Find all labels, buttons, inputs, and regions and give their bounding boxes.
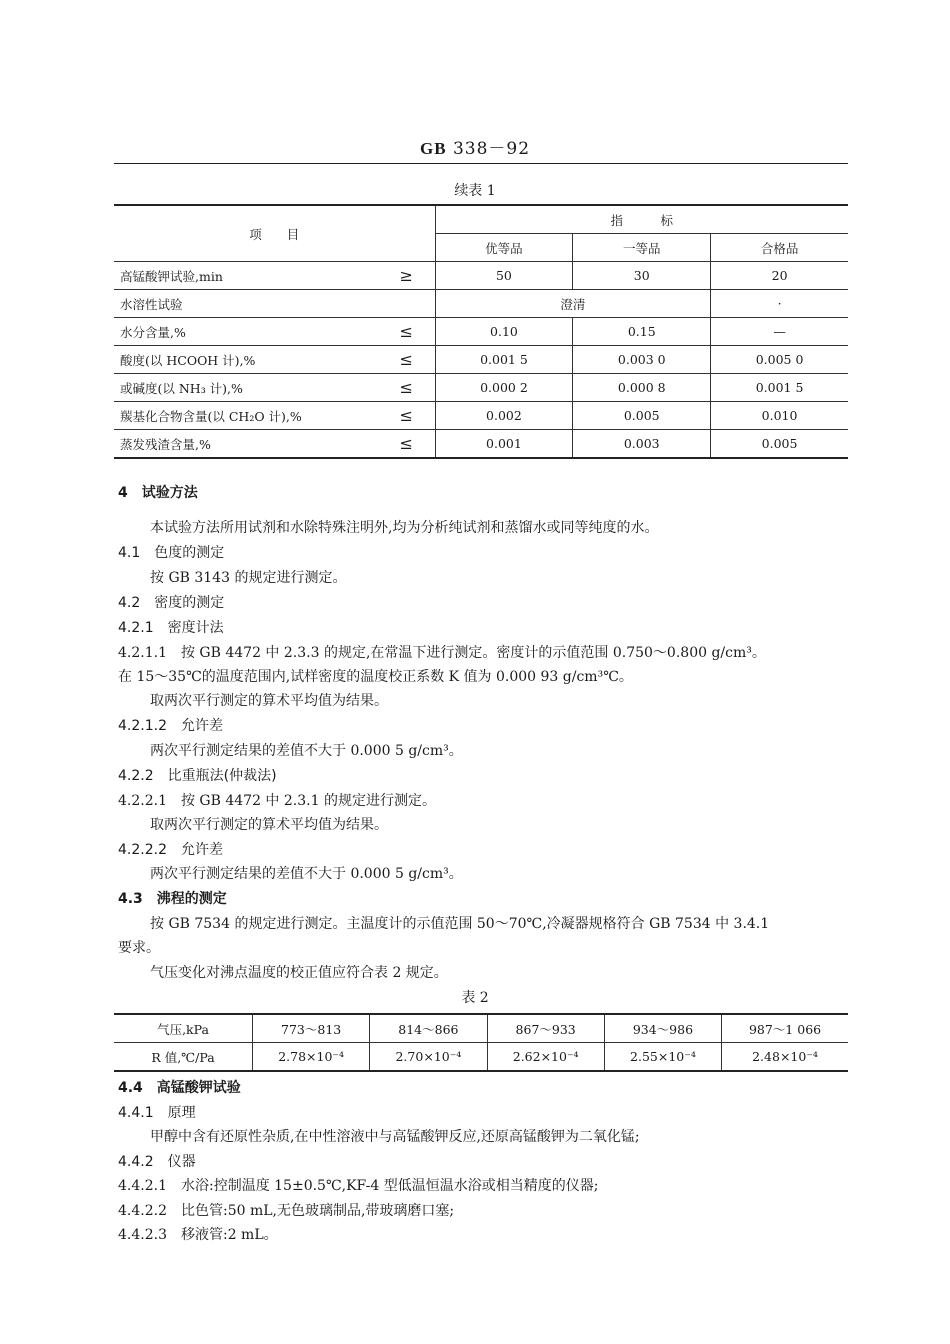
table-row	[114, 318, 848, 346]
section-4-4-2-heading: 4.4.2 仪器	[118, 1154, 196, 1170]
paragraph: 本试验方法所用试剂和水除特殊注明外,均为分析纯试剂和蒸馏水或同等纯度的水。	[150, 520, 659, 536]
paragraph: 4.4.2.3 移液管:2 mL。	[118, 1227, 278, 1243]
cell: 0.001	[435, 430, 573, 459]
cell: 2.62×10⁻⁴	[487, 1043, 604, 1072]
cell: 0.005	[573, 402, 711, 430]
cell: 0.005	[711, 430, 848, 459]
row-symbol	[393, 290, 435, 318]
table1-grade: 合格品	[711, 234, 848, 262]
table1-grade: 一等品	[573, 234, 711, 262]
cell: 20	[711, 262, 848, 290]
paragraph: 按 GB 3143 的规定进行测定。	[150, 570, 347, 586]
paragraph: 4.2.1.1 按 GB 4472 中 2.3.3 的规定,在常温下进行测定。密度计的示值范围 0.750～0.800 g/cm³。	[118, 645, 766, 661]
table1-index-header: 指 标	[435, 205, 848, 234]
row-item: 或碱度(以 NH₃ 计),%	[114, 374, 393, 402]
cell: 0.001 5	[711, 374, 848, 402]
row-symbol: ≤	[393, 318, 435, 346]
cell: 0.005 0	[711, 346, 848, 374]
header-rule	[114, 163, 848, 164]
cell: 0.010	[711, 402, 848, 430]
cell: ·	[711, 290, 848, 318]
cell: 2.48×10⁻⁴	[722, 1043, 848, 1072]
section-4-2-1-2-heading: 4.2.1.2 允许差	[118, 718, 223, 734]
cell: 0.001 5	[435, 346, 573, 374]
cell: 0.003 0	[573, 346, 711, 374]
cell: 0.15	[573, 318, 711, 346]
table-row	[114, 1014, 848, 1043]
paragraph: 4.2.2.1 按 GB 4472 中 2.3.1 的规定进行测定。	[118, 793, 436, 809]
cell: 0.000 2	[435, 374, 573, 402]
section-4-2-2-2-heading: 4.2.2.2 允许差	[118, 842, 223, 858]
cell: 2.78×10⁻⁴	[253, 1043, 370, 1072]
cell: 934～986	[604, 1014, 721, 1043]
table-row	[114, 430, 848, 459]
row-symbol: ≤	[393, 346, 435, 374]
cell: —	[711, 318, 848, 346]
cell: 0.000 8	[573, 374, 711, 402]
row-item: 水溶性试验	[114, 290, 393, 318]
row-item: 酸度(以 HCOOH 计),%	[114, 346, 393, 374]
table-row	[114, 290, 848, 318]
section-4-3-heading: 4.3 沸程的测定	[118, 891, 227, 907]
cell: 2.70×10⁻⁴	[370, 1043, 487, 1072]
paragraph: 两次平行测定结果的差值不大于 0.000 5 g/cm³。	[150, 866, 463, 882]
row-label: 气压,kPa	[114, 1014, 253, 1043]
table-row	[114, 262, 848, 290]
table2	[114, 1013, 848, 1072]
row-label: R 值,℃/Pa	[151, 1049, 215, 1065]
paragraph: 取两次平行测定的算术平均值为结果。	[150, 817, 388, 833]
cell: 0.10	[435, 318, 573, 346]
cell: 867～933	[487, 1014, 604, 1043]
cell: 987～1 066	[722, 1014, 848, 1043]
section-4-1-heading: 4.1 色度的测定	[118, 545, 225, 561]
section-4-4-1-heading: 4.4.1 原理	[118, 1105, 196, 1121]
row-item: 蒸发残渣含量,%	[120, 436, 211, 452]
table-row	[114, 374, 848, 402]
section-4-2-2-heading: 4.2.2 比重瓶法(仲裁法)	[118, 768, 277, 784]
row-item: 羰基化合物含量(以 CH₂O 计),%	[114, 402, 393, 430]
table-row	[114, 346, 848, 374]
table1	[114, 204, 848, 459]
paragraph: 在 15～35℃的温度范围内,试样密度的温度校正系数 K 值为 0.000 93 g/cm³℃。	[118, 669, 633, 685]
paragraph: 要求。	[118, 940, 160, 956]
table1-grade: 优等品	[435, 234, 573, 262]
cell: 773～813	[253, 1014, 370, 1043]
row-symbol: ≥	[393, 262, 435, 290]
table2-caption: 表 2	[461, 990, 489, 1006]
row-symbol: ≤	[393, 374, 435, 402]
row-item: 高锰酸钾试验,min	[114, 262, 393, 290]
cell: 30	[573, 262, 711, 290]
cell: 0.003	[573, 430, 711, 459]
paragraph: 4.4.2.2 比色管:50 mL,无色玻璃制品,带玻璃磨口塞;	[118, 1203, 455, 1219]
cell: 50	[435, 262, 573, 290]
header-gb: GB	[419, 139, 447, 158]
cell: 澄清	[435, 290, 711, 318]
row-symbol: ≤	[393, 402, 435, 430]
table-row	[114, 402, 848, 430]
section-4-2-1-heading: 4.2.1 密度计法	[118, 620, 224, 636]
paragraph: 取两次平行测定的算术平均值为结果。	[150, 693, 388, 709]
section-4-4-heading: 4.4 高锰酸钾试验	[118, 1080, 241, 1096]
header-number: 338－92	[452, 139, 531, 159]
section-4-heading: 4 试验方法	[118, 485, 198, 501]
page-header	[0, 134, 950, 159]
paragraph: 两次平行测定结果的差值不大于 0.000 5 g/cm³。	[150, 743, 463, 759]
paragraph: 4.4.2.1 水浴:控制温度 15±0.5℃,KF-4 型低温恒温水浴或相当精度的仪器;	[118, 1178, 599, 1194]
section-4-2-heading: 4.2 密度的测定	[118, 595, 225, 611]
paragraph: 按 GB 7534 的规定进行测定。主温度计的示值范围 50～70℃,冷凝器规格符合 GB 7534 中 3.4.1	[150, 916, 770, 932]
row-item: 水分含量,%	[114, 318, 393, 346]
cell: 0.002	[435, 402, 573, 430]
table1-caption: 续表 1	[454, 183, 496, 199]
cell: 814～866	[370, 1014, 487, 1043]
table-row	[114, 1043, 848, 1072]
paragraph: 甲醇中含有还原性杂质,在中性溶液中与高锰酸钾反应,还原高锰酸钾为二氧化锰;	[150, 1129, 640, 1145]
paragraph: 气压变化对沸点温度的校正值应符合表 2 规定。	[150, 965, 448, 981]
row-symbol: ≤	[399, 434, 413, 453]
cell: 2.55×10⁻⁴	[604, 1043, 721, 1072]
table1-item-header: 项 目	[114, 205, 435, 262]
